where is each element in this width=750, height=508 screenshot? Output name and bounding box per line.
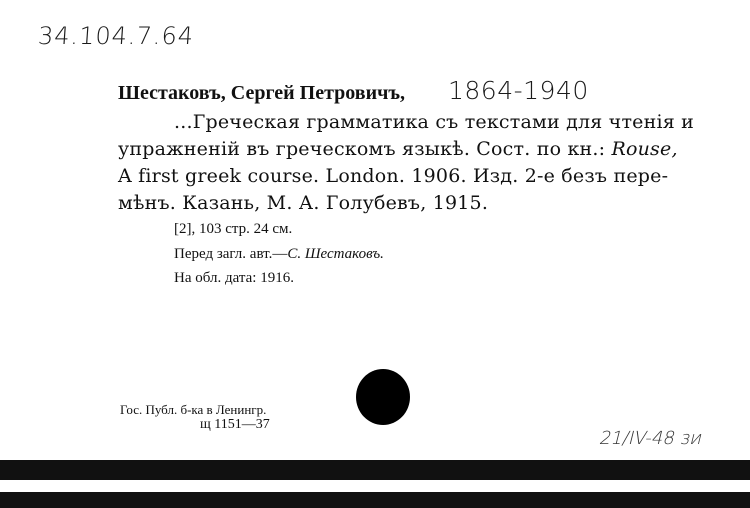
library-stamp: Гос. Публ. б-ка в Ленингр.	[120, 402, 267, 417]
title-line-1: ...Греческая грамматика съ текстами для чтенія и	[174, 111, 695, 133]
handwritten-call-number: 34.104.7.64	[37, 22, 196, 50]
handwritten-inventory-mark: 21/IV-48 зи	[597, 428, 705, 449]
cover-title-author: С. Шестаковъ.	[287, 246, 384, 262]
scan-border	[0, 460, 750, 480]
imprint-line: мѣнъ. Казань, М. А. Голубевъ, 1915.	[118, 192, 489, 214]
author-heading: Шестаковъ, Сергей Петровичъ,	[118, 82, 406, 104]
shelf-mark: щ 1151—37	[200, 417, 270, 432]
handwritten-lifespan: 1864-1940	[448, 76, 589, 105]
punch-hole	[356, 369, 410, 425]
title-line-3: A first greek course. London. 1906. Изд. 2-е безъ пере-	[118, 165, 669, 187]
title-line-2-text: упражненій въ греческомъ языкѣ. Сост. по кн.:	[118, 138, 612, 160]
cover-date-note: На обл. дата: 1916.	[174, 270, 294, 286]
cover-title-prefix: Перед загл. авт.—	[174, 246, 288, 262]
collation: [2], 103 стр. 24 см.	[174, 221, 293, 237]
title-line-2	[118, 138, 678, 160]
scan-border-lower	[0, 492, 750, 508]
source-author: Rouse,	[611, 138, 678, 160]
cover-title-note	[174, 246, 384, 263]
